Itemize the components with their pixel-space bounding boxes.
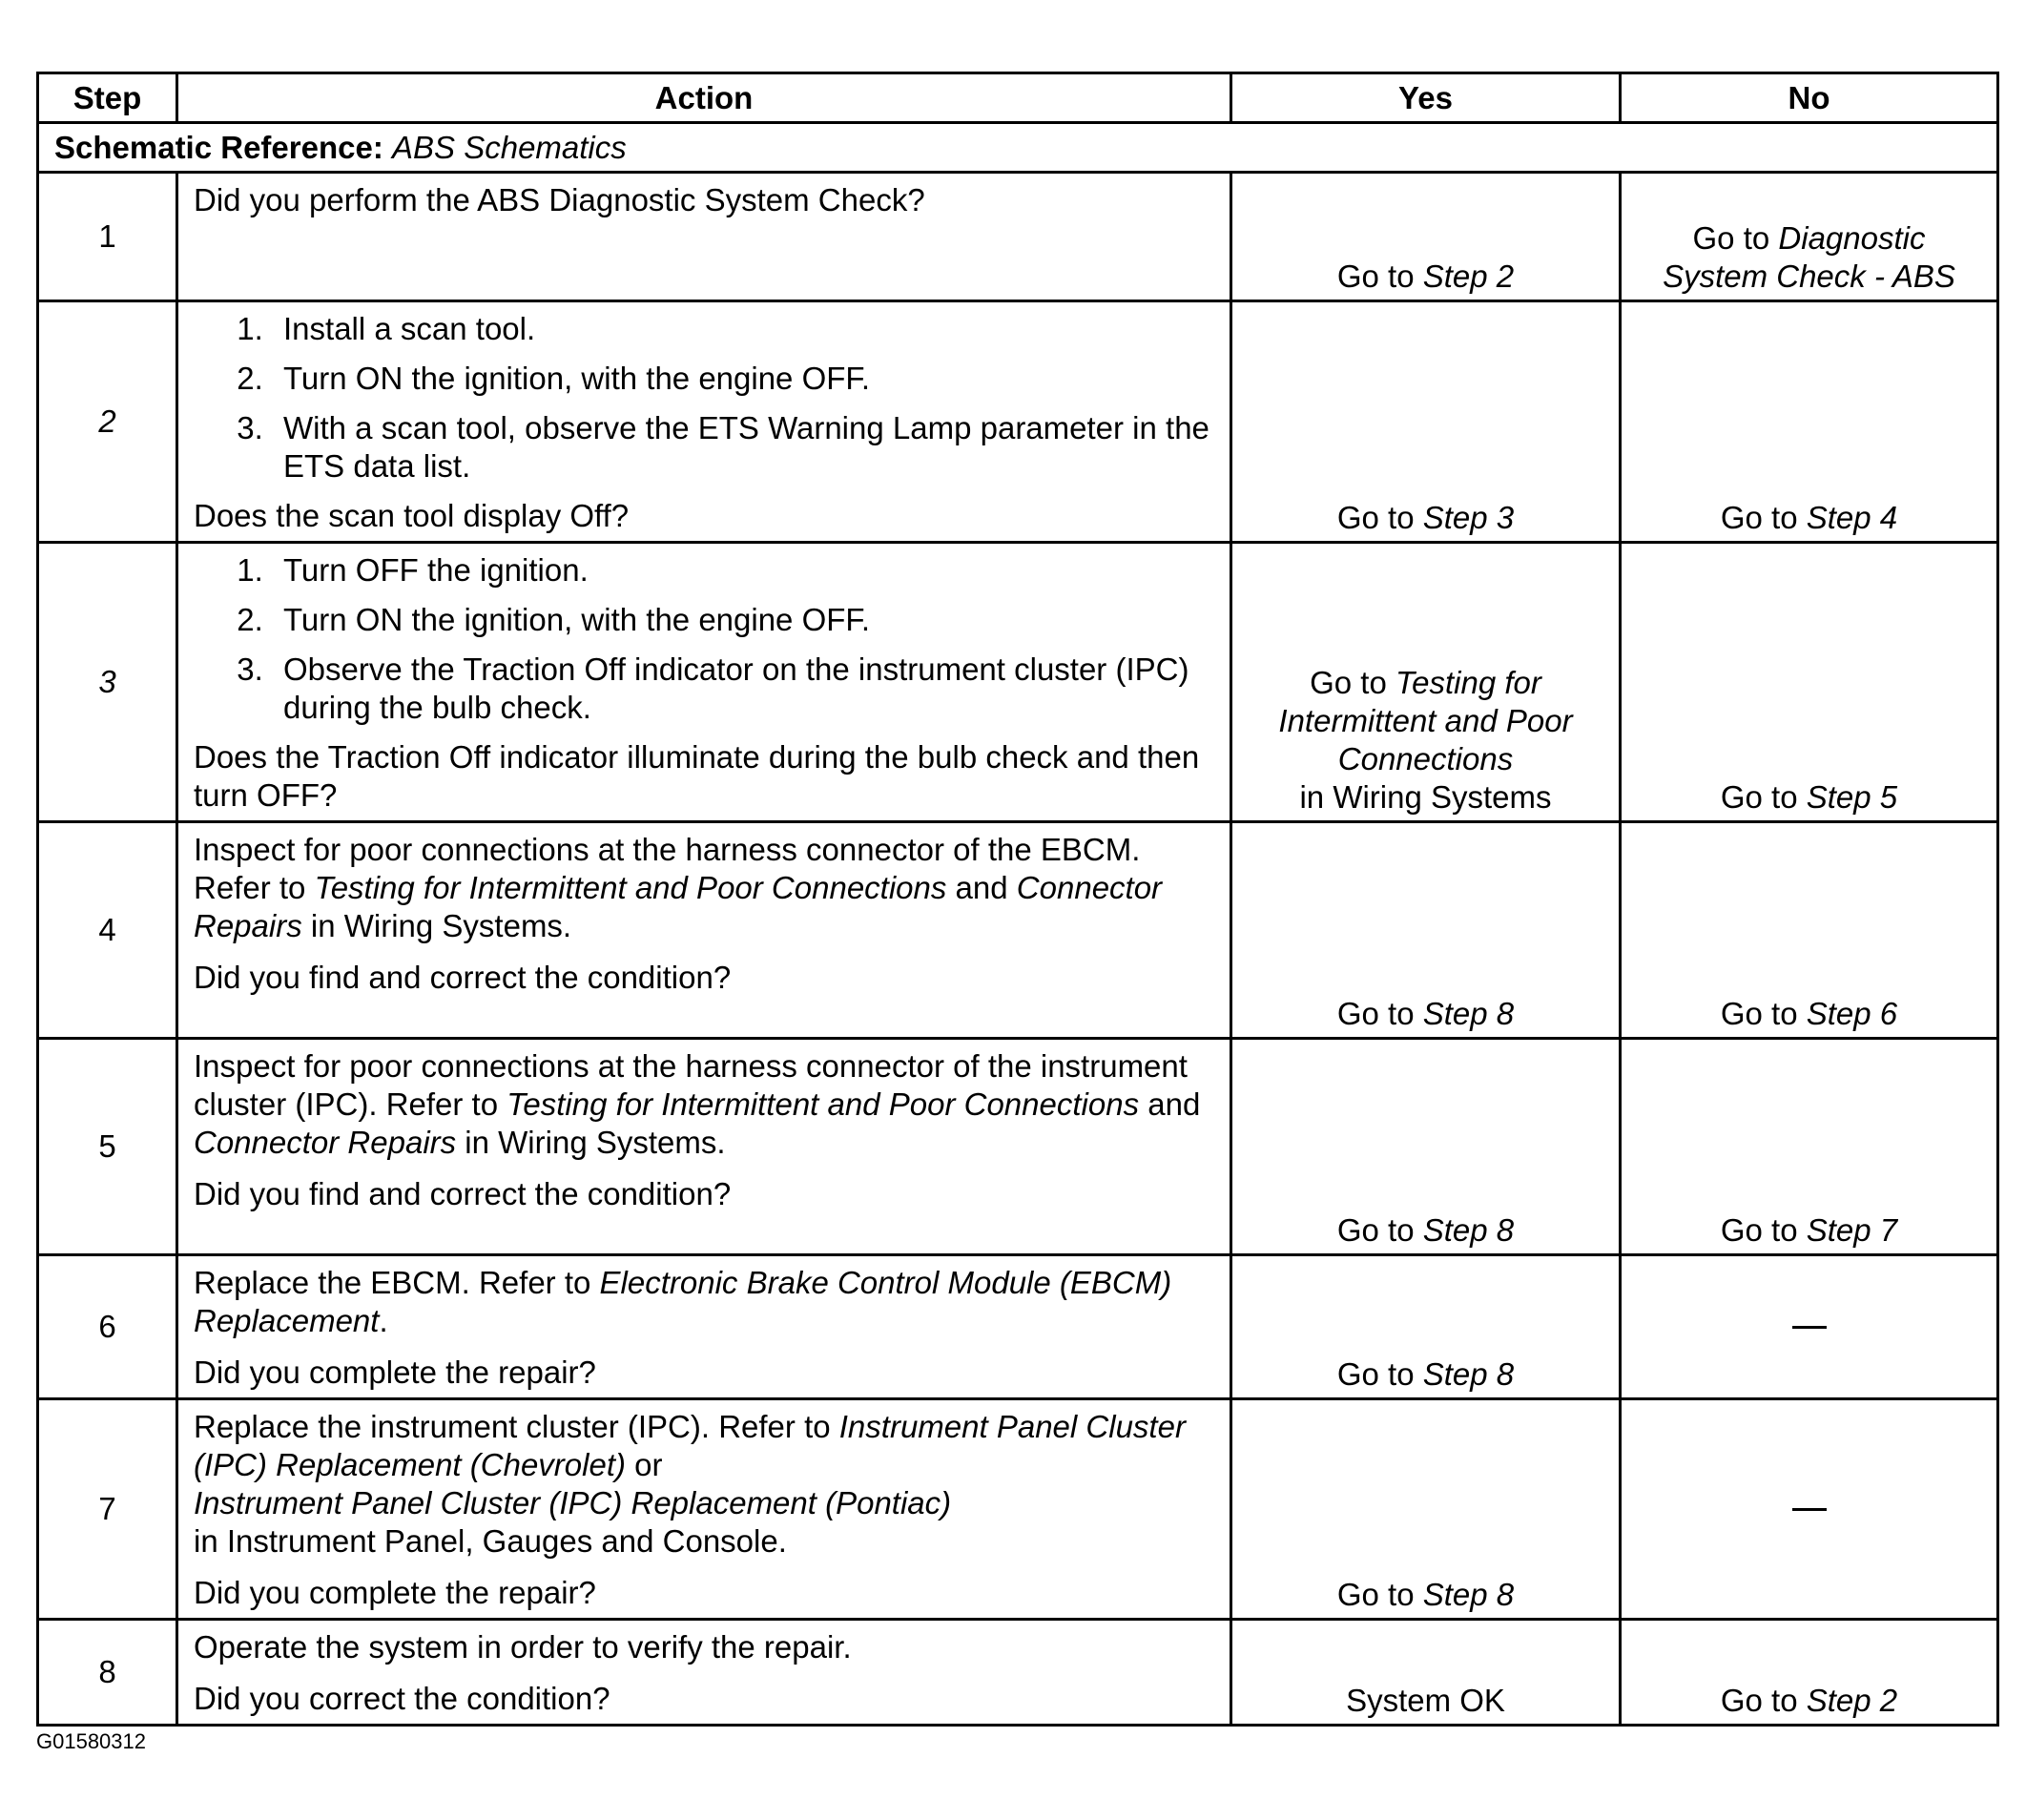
step-number: 3 (38, 543, 177, 822)
procedure-link[interactable]: Intermittent and Poor (1278, 703, 1573, 738)
step-number: 2 (38, 301, 177, 543)
step-number: 7 (38, 1399, 177, 1620)
instruction-text (194, 831, 1212, 945)
step-number: 8 (38, 1620, 177, 1726)
action-cell (177, 301, 1231, 543)
question: Does the scan tool display Off? (194, 498, 630, 533)
yes-cell (1231, 1620, 1621, 1726)
step-link[interactable]: Step 8 (1422, 996, 1515, 1031)
question: Did you complete the repair? (194, 1355, 596, 1390)
header-row (38, 73, 1998, 123)
go-to-text: Go to (1336, 1577, 1415, 1612)
yes-cell (1231, 822, 1621, 1039)
schematic-reference (38, 123, 1998, 173)
question: Did you find and correct the condition? (194, 960, 732, 995)
action-cell (177, 543, 1231, 822)
result-text: System OK (1346, 1683, 1505, 1718)
table-row (38, 822, 1998, 1039)
procedure-link[interactable]: Testing for Intermittent and Poor Connections (314, 870, 947, 905)
table-row (38, 1620, 1998, 1726)
step-number: 1 (38, 173, 177, 301)
go-to-text: Go to (1310, 665, 1387, 700)
dash-mark (1792, 1508, 1827, 1511)
go-to-text: Go to (1336, 1356, 1415, 1392)
header-action: Action (177, 73, 1231, 123)
table-row (38, 1039, 1998, 1255)
procedure-link[interactable]: Instrument Panel Cluster (IPC) Replacement (Chevrolet) (194, 1409, 1186, 1482)
header-step: Step (38, 73, 177, 123)
no-cell (1621, 173, 1998, 301)
go-to-text: Go to (1336, 500, 1415, 535)
instruction-list (194, 310, 1212, 486)
location-text: in Wiring Systems (1299, 779, 1552, 815)
instruction-item: 3. Observe the Traction Off indicator on the instrument cluster (IPC) during the bulb check. (272, 651, 1212, 727)
text-run: in Wiring Systems. (456, 1125, 726, 1160)
diagnostic-table (36, 72, 1999, 1727)
table-row (38, 543, 1998, 822)
action-cell (177, 1399, 1231, 1620)
step-link[interactable]: Step 6 (1806, 996, 1898, 1031)
procedure-link[interactable]: Electronic Brake Control Module (EBCM) Replacement (194, 1265, 1172, 1338)
figure-id: G01580312 (36, 1729, 146, 1753)
text-run: and (1139, 1086, 1201, 1122)
step-link[interactable]: Step 3 (1422, 500, 1515, 535)
text-run: and (946, 870, 1017, 905)
instruction-item: 1. Install a scan tool. (272, 310, 1212, 348)
action-cell (177, 1620, 1231, 1726)
yes-cell (1231, 173, 1621, 301)
step-number: 5 (38, 1039, 177, 1255)
no-cell (1621, 1039, 1998, 1255)
step-link[interactable]: Step 8 (1422, 1356, 1515, 1392)
procedure-link[interactable]: Instrument Panel Cluster (IPC) Replacement (Pontiac) (194, 1485, 952, 1520)
no-cell (1621, 1399, 1998, 1620)
step-link[interactable]: Step 7 (1806, 1212, 1898, 1248)
action-cell (177, 822, 1231, 1039)
step-number: 6 (38, 1255, 177, 1399)
go-to-text: Go to (1720, 1212, 1798, 1248)
action-cell (177, 1039, 1231, 1255)
go-to-text: Go to (1336, 1212, 1415, 1248)
procedure-link[interactable]: Testing for Intermittent and Poor Connections (506, 1086, 1140, 1122)
text-run: in Instrument Panel, Gauges and Console. (194, 1523, 787, 1559)
question: Did you complete the repair? (194, 1575, 596, 1610)
step-link[interactable]: Step 2 (1806, 1683, 1898, 1718)
instruction-item: 1. Turn OFF the ignition. (272, 551, 1212, 589)
step-number: 4 (38, 822, 177, 1039)
schematic-reference-value: ABS Schematics (392, 129, 627, 165)
yes-cell (1231, 1255, 1621, 1399)
instruction-text (194, 1047, 1212, 1162)
procedure-link[interactable]: System Check - ABS (1663, 259, 1955, 294)
table-row (38, 173, 1998, 301)
go-to-text: Go to (1336, 996, 1415, 1031)
instruction-item: 2. Turn ON the ignition, with the engine OFF. (272, 601, 1212, 639)
procedure-link[interactable]: Connector Repairs (194, 870, 1163, 943)
text-run: Replace the instrument cluster (IPC). Refer to (194, 1409, 839, 1444)
instruction-list (194, 551, 1212, 727)
no-cell (1621, 543, 1998, 822)
no-cell (1621, 1620, 1998, 1726)
procedure-link[interactable]: Diagnostic (1778, 220, 1926, 256)
text-run: Inspect for poor connections at the harness connector of the EBCM. Refer to (194, 832, 1141, 905)
procedure-link[interactable]: Connector Repairs (194, 1125, 457, 1160)
step-link[interactable]: Step 5 (1806, 779, 1898, 815)
step-link[interactable]: Step 8 (1422, 1577, 1515, 1612)
question: Did you perform the ABS Diagnostic System Check? (194, 182, 925, 217)
question: Does the Traction Off indicator illuminate during the bulb check and then turn OFF? (194, 739, 1200, 813)
go-to-text: Go to (1336, 259, 1415, 294)
text-run: Replace the EBCM. Refer to (194, 1265, 600, 1300)
step-link[interactable]: Step 8 (1422, 1212, 1515, 1248)
no-cell (1621, 1255, 1998, 1399)
table-row (38, 1255, 1998, 1399)
instruction-item: 2. Turn ON the ignition, with the engine OFF. (272, 360, 1212, 398)
schematic-reference-label: Schematic Reference: (54, 129, 383, 165)
go-to-text: Go to (1720, 779, 1798, 815)
go-to-text: Go to (1720, 1683, 1798, 1718)
go-to-text: Go to (1720, 996, 1798, 1031)
table-row (38, 1399, 1998, 1620)
go-to-text: Go to (1720, 500, 1798, 535)
text-run: in Wiring Systems. (301, 908, 572, 943)
text-run: or (625, 1447, 663, 1482)
yes-cell (1231, 543, 1621, 822)
text-run: Inspect for poor connections at the harness connector of the instrument cluster (IPC). Refer to (194, 1048, 1188, 1122)
instruction-item: 3. With a scan tool, observe the ETS Warning Lamp parameter in the ETS data list. (272, 409, 1212, 486)
instruction-text (194, 1264, 1212, 1340)
instruction-text (194, 1408, 1212, 1561)
question: Did you find and correct the condition? (194, 1176, 732, 1211)
header-yes: Yes (1231, 73, 1621, 123)
table-row (38, 301, 1998, 543)
yes-cell (1231, 301, 1621, 543)
no-cell (1621, 822, 1998, 1039)
no-cell (1621, 301, 1998, 543)
yes-cell (1231, 1039, 1621, 1255)
step-link[interactable]: Step 4 (1806, 500, 1898, 535)
header-no: No (1621, 73, 1998, 123)
step-link[interactable]: Step 2 (1422, 259, 1515, 294)
procedure-link[interactable]: Connections (1337, 741, 1514, 776)
text-run: . (379, 1303, 388, 1338)
schematic-reference-row (38, 123, 1998, 173)
instruction-text: Operate the system in order to verify the repair. (194, 1629, 852, 1665)
action-cell (177, 173, 1231, 301)
action-cell (177, 1255, 1231, 1399)
dash-mark (1792, 1326, 1827, 1329)
question: Did you correct the condition? (194, 1681, 610, 1716)
procedure-link[interactable]: Testing for (1395, 665, 1541, 700)
yes-cell (1231, 1399, 1621, 1620)
go-to-text: Go to (1692, 220, 1770, 256)
